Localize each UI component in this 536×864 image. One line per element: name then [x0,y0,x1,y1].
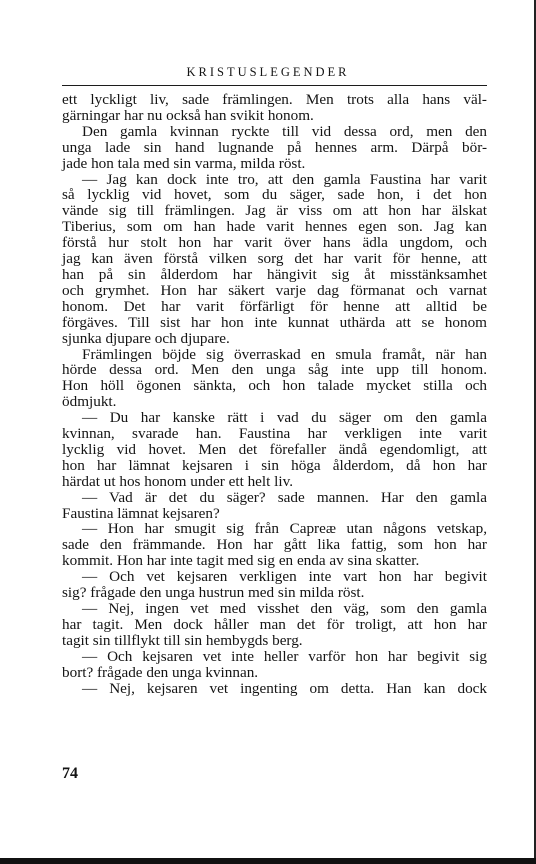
text-line: jag kan även förstå vilken sorg det har varit för henne, att [62,250,487,268]
text-line: förstå hur stolt hon har varit över hans ädla ungdom, och [62,234,487,252]
scan-edge-bottom [0,858,536,864]
text-line: förgäves. Till sist har hon inte kunnat uthärda att se honom [62,313,487,331]
text-line: Tiberius, som om han hade varit hennes egen son. Jag kan [62,218,487,236]
text-line: hon har lämnat kejsaren i sin höga ålderdom, då hon har [62,456,487,474]
text-line: ett lyckligt liv, sade främlingen. Men trots alla hans väl- [62,91,487,108]
text-line: — Och kejsaren vet inte heller varför hon har begivit sig [82,647,487,665]
text-line: bort? frågade den unga kvinnan. [62,663,259,681]
text-line: — Jag kan dock inte tro, att den gamla Faustina har varit [82,170,487,188]
text-line: — Och vet kejsaren verkligen inte vart hon har begivit [82,568,487,586]
text-line: — Nej, ingen vet med visshet den väg, som den gamla [82,600,487,617]
text-line: kommit. Hon har inte tagit med sig en enda av sina skatter. [62,552,420,570]
text-line: sjunka djupare och djupare. [62,329,230,347]
text-line: så lycklig vid hovet, som du säger, sade hon, i det hon [62,186,487,204]
text-line: har tagit. Men dock håller man det för troligt, att hon har [62,615,487,633]
text-line: Faustina lämnat kejsaren? [62,504,220,522]
text-line: sade den främmande. Hon har gått lika fattig, som hon har [62,536,487,554]
header-rule [62,85,487,86]
text-line: kvinnan, svarade han. Faustina har verkligen inte varit [62,425,487,443]
text-line: ödmjukt. [62,393,117,411]
text-line: jade hon tala med sin varma, milda röst. [62,154,306,172]
page-number: 74 [62,765,78,782]
text-line: sig? frågade den unga hustrun med sin milda röst. [62,584,365,602]
text-line: lycklig vid hovet. Men det förefaller ändå egendomligt, att [62,440,487,458]
text-line: honom. Det har varit förfärligt för henne att alltid be [62,297,487,315]
text-line: vände sig till främlingen. Jag är viss om att hon har älskat [62,202,487,220]
text-line: hörde dessa ord. Men den unga såg inte upp till honom. [62,361,487,379]
text-line: unga lade sin hand lugnande på hennes arm. Därpå bör- [62,138,487,156]
text-line: han på sin ålderdom har hängivit sig åt misstänksamhet [62,265,487,283]
running-title: KRISTUSLEGENDER [186,65,350,79]
text-line: Främlingen böjde sig överraskad en smula framåt, när han [82,345,487,363]
body-text [62,92,487,696]
text-line: — Nej, kejsaren vet ingenting om detta. Han kan dock [82,679,487,697]
text-line: gärningar har nu också han svikit honom. [62,106,314,124]
text-line: — Vad är det du säger? sade mannen. Har den gamla [82,488,487,506]
text-line: och grymhet. Hon har säkert varje dag förmanat och varnat [62,281,487,299]
text-line: — Du har kanske rätt i vad du säger om den gamla [82,409,487,427]
text-line: härdat ut hos honom under ett helt liv. [62,472,294,490]
text-line: — Hon har smugit sig från Capreæ utan någons vetskap, [82,520,487,538]
text-line: Den gamla kvinnan ryckte till vid dessa ord, men den [82,122,487,140]
text-line: tagit sin tillflykt till sin hembygds berg. [62,631,303,649]
text-line: Hon höll ögonen sänkta, och hon talade mycket stilla och [62,377,487,395]
